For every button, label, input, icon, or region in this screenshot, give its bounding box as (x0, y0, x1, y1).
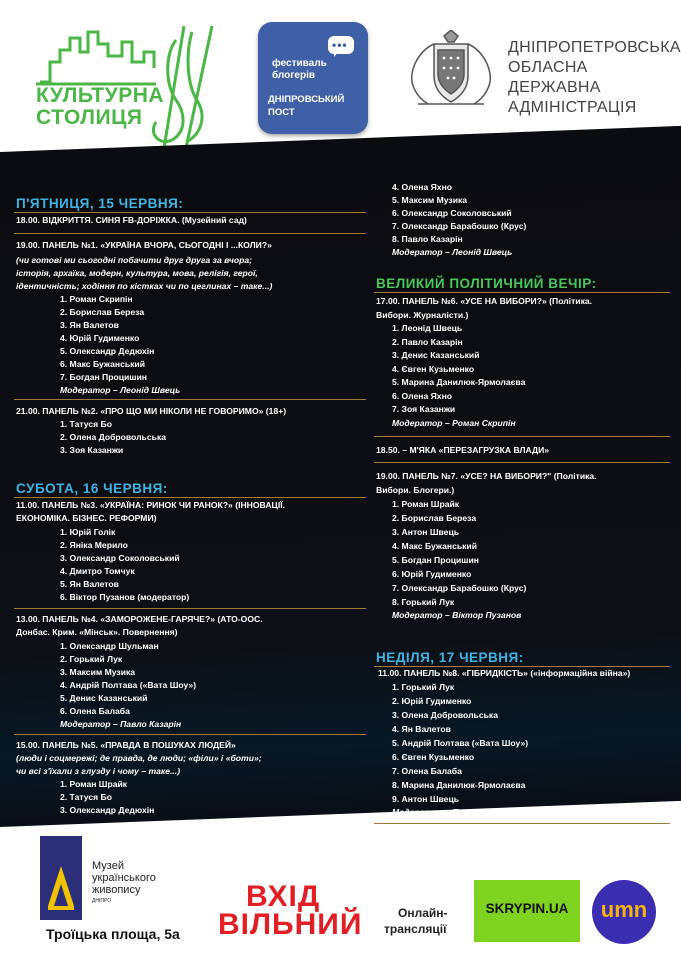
speaker-item: 4. Макс Бужанський (392, 541, 477, 551)
divider (374, 823, 670, 824)
speaker-item: 7. Зоя Казанжи (392, 404, 456, 414)
address: Троїцька площа, 5а (46, 926, 180, 942)
museum-line3: живопису (92, 884, 141, 896)
speaker-item: 1. Роман Шрайк (60, 779, 128, 789)
panel-title: Донбас. Крим. «Мінськ». Повернення) (16, 627, 178, 637)
day-saturday: СУБОТА, 16 ЧЕРВНЯ: (16, 481, 168, 496)
panel-title: 19.00. ПАНЕЛЬ №1. «УКРАЇНА ВЧОРА, СЬОГОДНІ І ...КОЛИ?» (16, 240, 272, 250)
festival-line1: фестиваль (272, 58, 327, 69)
speaker-item: 6. Олена Балаба (60, 706, 130, 716)
speaker-item: 3. Олександр Соколовський (60, 553, 180, 563)
speaker-item: 7. Олена Балаба (392, 766, 462, 776)
panel-title: 17.00. ПАНЕЛЬ №6. «УСЕ НА ВИБОРИ?» (Політика. (376, 296, 593, 306)
speaker-item: 1. Олександр Шульман (60, 641, 159, 651)
admin-title (508, 38, 681, 118)
speaker-item: 1. Татуся Бо (60, 419, 112, 429)
speaker-item: 6. Макс Бужанський (60, 359, 145, 369)
speaker-item: 4. Ян Валетов (392, 724, 451, 734)
skrypin-label: SKRYPIN.UA (485, 901, 569, 916)
moderator: Модератор – Леонід Швець (392, 247, 513, 257)
opening-event: 18.00. ВІДКРИТТЯ. СИНЯ FB-ДОРІЖКА. (Музейний сад) (16, 215, 247, 225)
free-entry-line1: ВХІД (246, 880, 321, 913)
speaker-item: 5. Богдан Процишин (392, 555, 479, 565)
speaker-item: 6. Олександр Соколовський (392, 208, 512, 218)
speaker-item: 8. Марина Данилюк-Ярмолаєва (392, 780, 526, 790)
panel-description: ідентичність; ходіння по кістках чи по цеглинах – таке...) (16, 281, 273, 291)
speaker-item: 7. Богдан Процишин (60, 372, 147, 382)
moderator: Модератор – Леонід Швець (60, 385, 181, 395)
divider (14, 399, 366, 400)
speaker-item: 5. Андрій Полтава («Вата Шоу») (392, 738, 529, 748)
speaker-item: 3. Олена Добровольська (392, 710, 498, 720)
panel-description: (люди і соцмережі; де правда, де люди; «філи» і «боти»; (16, 753, 262, 763)
speaker-item: 2. Юрій Гудименко (392, 696, 472, 706)
speaker-item: 3. Зоя Казанжи (60, 445, 124, 455)
speaker-item: 4. Юрій Гудименко (60, 333, 140, 343)
skrypin-logo (474, 880, 580, 942)
speaker-item: 6. Євген Кузьменко (392, 752, 475, 762)
speaker-item: 5. Ян Валетов (60, 579, 119, 589)
speaker-item: 5. Олександр Дедюхін (60, 346, 155, 356)
day-sunday: НЕДІЛЯ, 17 ЧЕРВНЯ: (376, 650, 524, 665)
museum-line1: Музей (92, 860, 124, 872)
speaker-item: 2. Татуся Бо (60, 792, 112, 802)
panel-description: історія, архаїка, модерн, культура, мова, релігія, герої, (16, 268, 258, 278)
divider (374, 436, 670, 437)
festival-line2: блогерів (272, 70, 316, 81)
speaker-item: 8. Павло Казарін (392, 234, 463, 244)
online-line1: Онлайн- (398, 906, 448, 920)
speaker-item: 1. Роман Скрипін (60, 294, 133, 304)
divider (14, 233, 366, 234)
panel-title: 11.00. ПАНЕЛЬ №8. «ГІБРИДКІСТЬ» («інформаційна війна») (378, 668, 631, 678)
panel-title: 21.00. ПАНЕЛЬ №2. «ПРО ЩО МИ НІКОЛИ НЕ ГОВОРИМО» (18+) (16, 406, 287, 416)
moderator: Модератор – Роман Скрипін (392, 418, 516, 428)
museum-logo-icon (40, 836, 82, 920)
speaker-item: 8. Горький Лук (392, 597, 455, 607)
moderator: Модератор – Віктор Пузанов (392, 610, 522, 620)
divider (14, 497, 366, 498)
panel-title: 19.00. ПАНЕЛЬ №7. «УСЕ? НА ВИБОРИ?" (Політика. (376, 471, 597, 481)
panel-title: ЕКОНОМІКА. БІЗНЕС. РЕФОРМИ) (16, 513, 157, 523)
speaker-item: 9. Антон Швець (392, 794, 460, 804)
umn-label: umn (600, 897, 648, 922)
admin-line3: ДЕРЖАВНА (508, 79, 601, 96)
speaker-item: 5. Максим Музика (392, 195, 468, 205)
divider (374, 666, 670, 667)
panel-title: Вибори. Блогери.) (376, 485, 455, 495)
moderator: Модератор – Павло Казарін (392, 807, 514, 817)
coat-of-arms-icon (404, 30, 498, 112)
museum-name (92, 860, 156, 896)
admin-line4: АДМІНІСТРАЦІЯ (508, 99, 637, 116)
speaker-item: 3. Антон Швець (392, 527, 460, 537)
panel-description: чи всі з'їхали з глузду і чому – таке...) (16, 766, 181, 776)
speaker-item: 6. Юрій Гудименко (392, 569, 472, 579)
speaker-item: 2. Борислав Береза (60, 307, 145, 317)
divider (374, 462, 670, 463)
speaker-item: 2. Яніка Мерило (60, 540, 128, 550)
kultura-title-line2: СТОЛИЦЯ (36, 106, 143, 129)
panel-description: (чи готові ми сьогодні побачити друг друга за вчора; (16, 255, 253, 265)
speaker-item: 4. Дмитро Томчук (60, 566, 135, 576)
admin-line2: ОБЛАСНА (508, 59, 588, 76)
speaker-item: 3. Максим Музика (60, 667, 136, 677)
speaker-item: 2. Борислав Береза (392, 513, 477, 523)
speaker-item: 1. Роман Шрайк (392, 499, 460, 509)
speaker-item: 1. Юрій Голік (60, 527, 116, 537)
speaker-item: 1. Горький Лук (392, 682, 455, 692)
event-title: 18.50. – М'ЯКА «ПЕРЕЗАГРУЗКА ВЛАДИ» (376, 445, 550, 455)
divider (14, 734, 366, 735)
speaker-item: 2. Павло Казарін (392, 337, 463, 347)
divider (374, 292, 670, 293)
speaker-item: 4. Андрій Полтава («Вата Шоу») (60, 680, 197, 690)
speaker-item: 4. Олена Яхно (392, 182, 453, 192)
festival-line4: ПОСТ (268, 107, 295, 118)
speaker-item: 5. Марина Данилюк-Ярмолаєва (392, 377, 526, 387)
moderator: Модератор – Павло Казарін (60, 719, 182, 729)
day-friday: П'ЯТНИЦЯ, 15 ЧЕРВНЯ: (16, 196, 184, 211)
speaker-item: 2. Олена Добровольська (60, 432, 166, 442)
speaker-item: 7. Олександр Барабошко (Крус) (392, 221, 527, 231)
free-entry-line2: ВІЛЬНИЙ (218, 908, 363, 941)
speaker-item: 5. Денис Казанський (60, 693, 148, 703)
panel-title: 11.00. ПАНЕЛЬ №3. «УКРАЇНА: РИНОК ЧИ РАНОК?» (ІННОВАЦІЇ. (16, 500, 285, 510)
divider (14, 608, 366, 609)
speaker-item: 6. Віктор Пузанов (модератор) (60, 592, 190, 602)
kultura-title-line1: КУЛЬТУРНА (36, 84, 165, 107)
festival-logo (258, 22, 368, 134)
speaker-item: 3. Олександр Дедюхін (60, 805, 155, 815)
museum-line2: українського (92, 872, 156, 884)
panel-title: 15.00. ПАНЕЛЬ №5. «ПРАВДА В ПОШУКАХ ЛЮДЕЙ» (16, 740, 236, 750)
speaker-item: 3. Денис Казанський (392, 350, 480, 360)
museum-city: ДНІПРО (92, 898, 112, 904)
speaker-item: 3. Ян Валетов (60, 320, 119, 330)
umn-logo (592, 880, 656, 944)
speaker-item: 2. Горький Лук (60, 654, 123, 664)
speaker-item: 1. Леонід Швець (392, 323, 463, 333)
speaker-item: 6. Олена Яхно (392, 391, 453, 401)
panel-title: 13.00. ПАНЕЛЬ №4. «ЗАМОРОЖЕНЕ-ГАРЯЧЕ?» (АТО-ООС. (16, 614, 263, 624)
speaker-item: 4. Євген Кузьменко (392, 364, 475, 374)
panel-title: Вибори. Журналісти.) (376, 310, 469, 320)
divider (14, 212, 366, 213)
online-line2: трансляції (384, 922, 447, 936)
speaker-item: 7. Олександр Барабошко (Крус) (392, 583, 527, 593)
dots-icon: ••• (332, 38, 348, 52)
political-evening-heading: ВЕЛИКИЙ ПОЛІТИЧНИЙ ВЕЧІР: (376, 276, 597, 291)
festival-line3: ДНІПРОВСЬКИЙ (268, 94, 345, 105)
admin-line1: ДНІПРОПЕТРОВСЬКА (508, 39, 681, 56)
